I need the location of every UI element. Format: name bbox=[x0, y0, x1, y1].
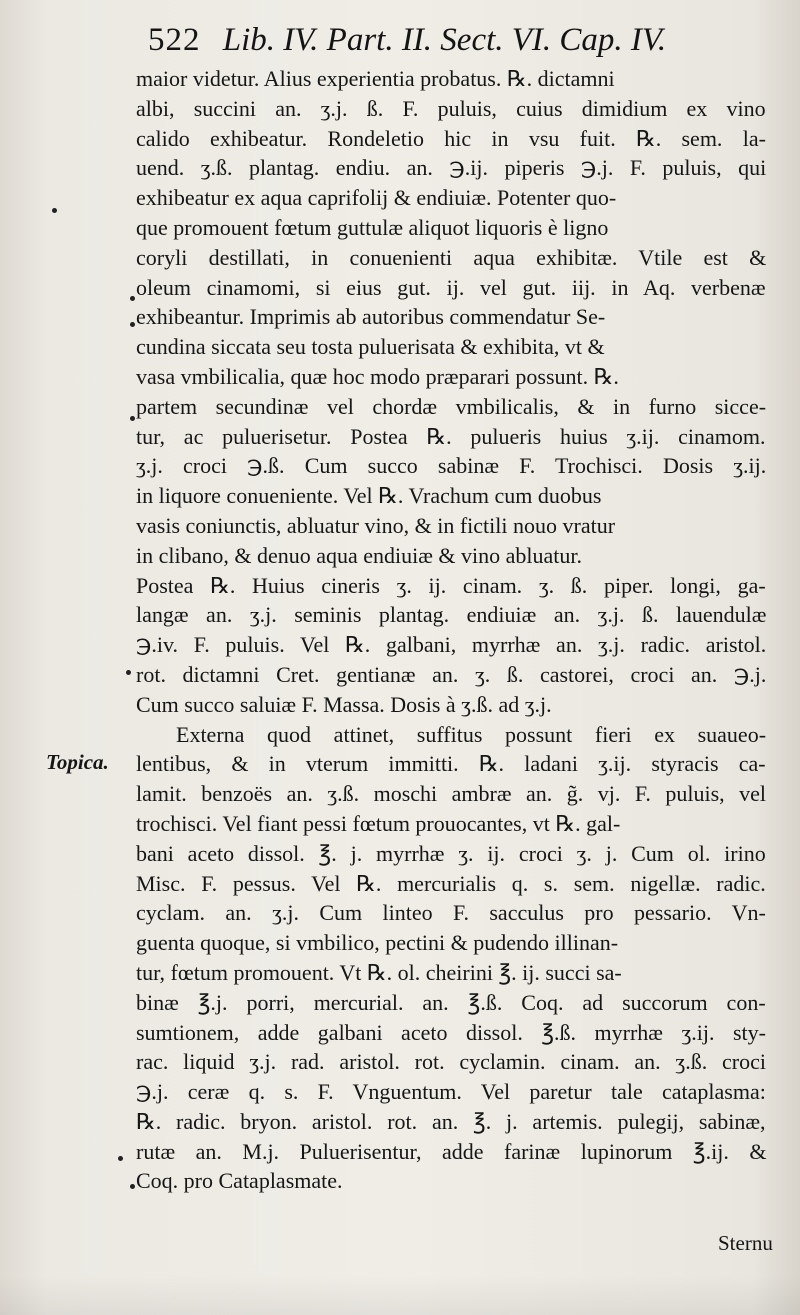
running-title: Lib. IV. Part. II. Sect. VI. Cap. IV. bbox=[222, 22, 667, 58]
text-line: guenta quoque, si vmbilico, pectini & pudendo illinan- bbox=[136, 930, 619, 956]
text-line: rutæ an. M.j. Puluerisentur, adde farinæ lupinorum ℥.ij. & bbox=[136, 1138, 767, 1164]
text-body bbox=[136, 64, 766, 1196]
text-line: tur, ac puluerisetur. Postea ℞. pulueris huius ʒ.ij. cinamom. bbox=[136, 423, 766, 449]
text-line: Coq. pro Cataplasmate. bbox=[136, 1168, 343, 1194]
text-line: coryli destillati, in conuenienti aqua exhibitæ. Vtile est & bbox=[136, 244, 767, 270]
text-line: trochisci. Vel fiant pessi fœtum prouocantes, vt ℞. gal- bbox=[136, 810, 621, 836]
running-header bbox=[148, 22, 708, 66]
text-line: lentibus, & in vterum immitti. ℞. ladani ʒ.ij. styracis ca- bbox=[136, 751, 766, 777]
text-line: ℈.iv. F. puluis. Vel ℞. galbani, myrrhæ an. ʒ.j. radic. aristol. bbox=[136, 632, 767, 658]
text-line: exhibeantur. Imprimis ab autoribus commendatur Se- bbox=[136, 304, 606, 330]
text-line: Postea ℞. Huius cineris ʒ. ij. cinam. ʒ. ß. piper. longi, ga- bbox=[136, 572, 766, 598]
text-line: langæ an. ʒ.j. seminis plantag. endiuiæ an. ʒ.j. ß. lauendulæ bbox=[136, 602, 767, 628]
ink-speck bbox=[118, 1156, 123, 1161]
text-line: vasis coniunctis, abluatur vino, & in fictili nouo vratur bbox=[136, 512, 616, 538]
text-line: in liquore conueniente. Vel ℞. Vrachum cum duobus bbox=[136, 483, 602, 509]
text-line: lamit. benzoës an. ʒ.ß. moschi ambræ an. g̃. vj. F. puluis, vel bbox=[136, 781, 767, 807]
catchword: Sternu bbox=[718, 1231, 773, 1255]
text-line: binæ ℥.j. porri, mercurial. an. ℥.ß. Coq. ad succorum con- bbox=[136, 989, 766, 1015]
text-line: calido exhibeatur. Rondeletio hic in vsu fuit. ℞. sem. la- bbox=[136, 125, 766, 151]
text-line: oleum cinamomi, si eius gut. ij. vel gut. iij. in Aq. verbenæ bbox=[136, 274, 766, 300]
text-line: ℞. radic. bryon. aristol. rot. an. ℥. j. artemis. pulegij, sabinæ, bbox=[136, 1108, 766, 1134]
margin-note: Topica. bbox=[46, 750, 109, 774]
text-line: tur, fœtum promouent. Vt ℞. ol. cheirini ℥. ij. succi sa- bbox=[136, 959, 622, 985]
ink-speck bbox=[126, 670, 131, 675]
text-line: exhibeatur ex aqua caprifolij & endiuiæ. Potenter quo- bbox=[136, 185, 617, 211]
text-line: in clibano, & denuo aqua endiuiæ & vino abluatur. bbox=[136, 542, 583, 568]
text-line: ʒ.j. croci ℈.ß. Cum succo sabinæ F. Trochisci. Dosis ʒ.ij. bbox=[136, 453, 767, 479]
text-line: Externa quod attinet, suffitus possunt fieri ex suaueo- bbox=[176, 721, 767, 747]
text-line: Misc. F. pessus. Vel ℞. mercurialis q. s. sem. nigellæ. radic. bbox=[136, 870, 766, 896]
text-line: Cum succo saluiæ F. Massa. Dosis à ʒ.ß. ad ʒ.j. bbox=[136, 691, 552, 717]
text-line: ℈.j. ceræ q. s. F. Vnguentum. Vel paretur tale cataplasma: bbox=[136, 1079, 766, 1105]
text-line: cyclam. an. ʒ.j. Cum linteo F. sacculus pro pessario. Vn- bbox=[136, 900, 766, 926]
text-line: uend. ʒ.ß. plantag. endiu. an. ℈.ij. piperis ℈.j. F. puluis, qui bbox=[136, 155, 767, 181]
text-line: partem secundinæ vel chordæ vmbilicalis, & in furno sicce- bbox=[136, 393, 767, 419]
text-line: cundina siccata seu tosta puluerisata & exhibita, vt & bbox=[136, 334, 605, 360]
text-line: que promouent fœtum guttulæ aliquot liquoris è ligno bbox=[136, 214, 609, 240]
text-line: bani aceto dissol. ℥. j. myrrhæ ʒ. ij. croci ʒ. j. Cum ol. irino bbox=[136, 840, 766, 866]
text-line: albi, succini an. ʒ.j. ß. F. puluis, cuius dimidium ex vino bbox=[136, 95, 766, 121]
ink-speck bbox=[52, 208, 57, 213]
text-line: rot. dictamni Cret. gentianæ an. ʒ. ß. castorei, croci an. ℈.j. bbox=[136, 661, 767, 687]
text-line: maior videtur. Alius experientia probatus. ℞. dictamni bbox=[136, 66, 615, 91]
text-line: sumtionem, adde galbani aceto dissol. ℥.ß. myrrhæ ʒ.ij. sty- bbox=[136, 1019, 766, 1045]
text-line: vasa vmbilicalia, quæ hoc modo præparari possunt. ℞. bbox=[136, 363, 619, 389]
ink-speck bbox=[130, 416, 135, 421]
ink-speck bbox=[130, 296, 135, 301]
page-number: 522 bbox=[148, 22, 201, 58]
ink-speck bbox=[130, 322, 135, 327]
page-shadow bbox=[0, 1275, 800, 1315]
text-line: rac. liquid ʒ.j. rad. aristol. rot. cyclamin. cinam. an. ʒ.ß. croci bbox=[136, 1049, 766, 1075]
ink-speck bbox=[130, 1184, 135, 1189]
